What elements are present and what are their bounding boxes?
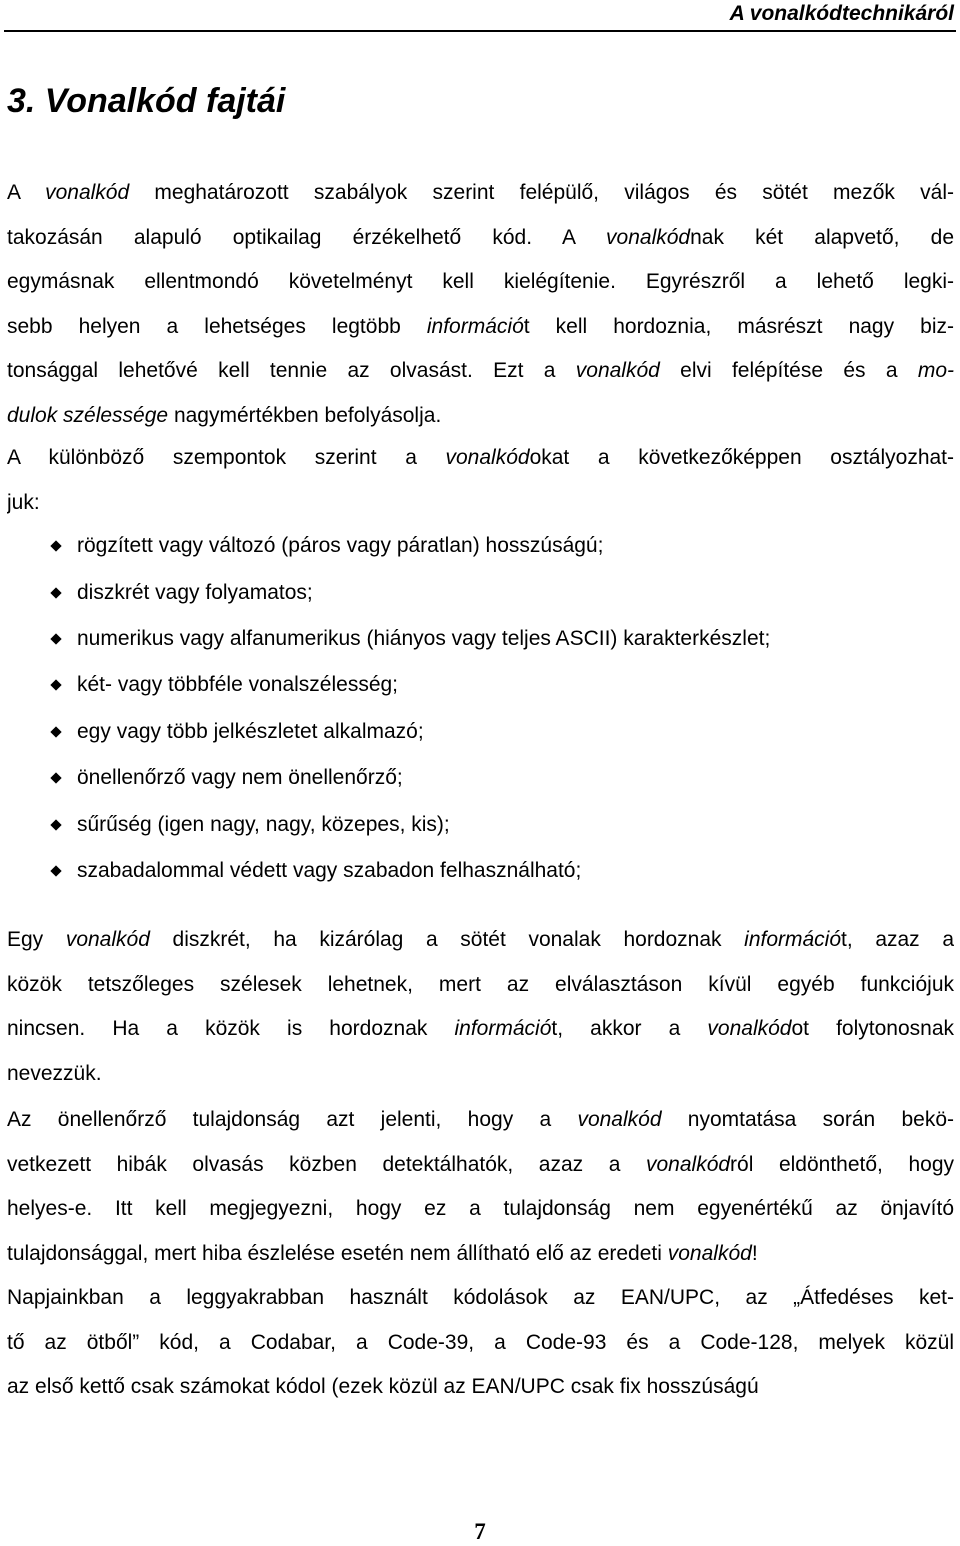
header-rule: [4, 30, 956, 32]
list-item: [52, 755, 770, 801]
list-item-text: numerikus vagy alfanumerikus (hiányos vagy teljes ASCII) karakterkészlet;: [77, 626, 771, 650]
text-line: Egy vonalkód diszkrét, ha kizárólag a sötét vonalak hordoznak információt, azaz a: [7, 928, 954, 951]
text-line: egymásnak ellentmondó követelményt kell kielégítenie. Egyrészről a lehető legki-: [7, 270, 954, 294]
text-line: az első kettő csak számokat kódol (ezek közül az EAN/UPC csak fix hosszúságú: [7, 1375, 759, 1399]
text-line: vetkezett hibák olvasás közben detektálhatók, azaz a vonalkódról eldönthető, hogy: [7, 1152, 954, 1176]
common-codes-paragraph: [7, 1276, 954, 1410]
list-item: [52, 801, 770, 847]
self-check-paragraph: [7, 1098, 954, 1276]
text-line: A vonalkód meghatározott szabályok szerint felépülő, világos és sötét mezők vál-: [7, 181, 954, 204]
bullet-icon: [50, 541, 61, 552]
list-item: [52, 523, 770, 569]
text-line: A különböző szempontok szerint a vonalkódokat a következőképpen osztályozhat-: [7, 446, 954, 469]
classification-list: [52, 523, 770, 894]
bullet-icon: [50, 772, 61, 783]
list-item: [52, 662, 770, 708]
bullet-icon: [50, 633, 61, 644]
text-line: nevezzük.: [7, 1061, 102, 1085]
list-item-text: sűrűség (igen nagy, nagy, közepes, kis);: [77, 812, 450, 836]
list-item: [52, 616, 770, 662]
classification-paragraph: [7, 436, 954, 525]
list-item: [52, 709, 770, 755]
text-line: sebb helyen a lehetséges legtöbb információt kell hordoznia, másrészt nagy biz-: [7, 314, 954, 338]
text-line: közök tetszőleges szélesek lehetnek, mert az elválasztáson kívül egyéb funkciójuk: [7, 972, 954, 996]
bullet-icon: [50, 726, 61, 737]
text-line: dulok szélessége nagymértékben befolyásolja.: [7, 403, 442, 427]
bullet-icon: [50, 819, 61, 830]
discrete-definition-paragraph: [7, 918, 954, 1096]
text-line: takozásán alapuló optikailag érzékelhető kód. A vonalkódnak két alapvető, de: [7, 225, 954, 249]
bullet-icon: [50, 587, 61, 598]
list-item-text: két- vagy többféle vonalszélesség;: [77, 673, 399, 697]
bullet-icon: [50, 680, 61, 691]
list-item-text: önellenőrző vagy nem önellenőrző;: [77, 766, 403, 790]
text-line: Napjainkban a leggyakrabban használt kódolások az EAN/UPC, az „Átfedéses ket-: [7, 1286, 954, 1309]
list-item: [52, 569, 770, 615]
chapter-title: 3. Vonalkód fajtái: [7, 82, 286, 120]
list-item-text: diszkrét vagy folyamatos;: [77, 580, 313, 604]
page-number: 7: [474, 1519, 486, 1544]
list-item-text: szabadalommal védett vagy szabadon felhasználható;: [77, 858, 582, 882]
text-line: Az önellenőrző tulajdonság azt jelenti, hogy a vonalkód nyomtatása során bekö-: [7, 1108, 954, 1131]
running-header-title: A vonalkódtechnikáról: [729, 2, 954, 25]
list-item-text: egy vagy több jelkészletet alkalmazó;: [77, 719, 424, 743]
list-item-text: rögzített vagy változó (páros vagy páratlan) hosszúságú;: [77, 534, 604, 558]
text-line: helyes-e. Itt kell megjegyezni, hogy ez a tulajdonság nem egyenértékű az önjavító: [7, 1197, 954, 1221]
text-line: tulajdonsággal, mert hiba észlelése esetén nem állítható elő az eredeti vonalkód!: [7, 1241, 758, 1265]
text-line: tő az ötből” kód, a Codabar, a Code-39, a Code-93 és a Code-128, melyek közül: [7, 1330, 954, 1354]
text-line: juk:: [7, 490, 40, 514]
text-line: tonsággal lehetővé kell tennie az olvasást. Ezt a vonalkód elvi felépítése és a mo-: [7, 359, 954, 383]
intro-paragraph: [7, 171, 954, 439]
list-item: [52, 848, 770, 894]
text-line: nincsen. Ha a közök is hordoznak információt, akkor a vonalkódot folytonosnak: [7, 1017, 954, 1040]
bullet-icon: [50, 865, 61, 876]
